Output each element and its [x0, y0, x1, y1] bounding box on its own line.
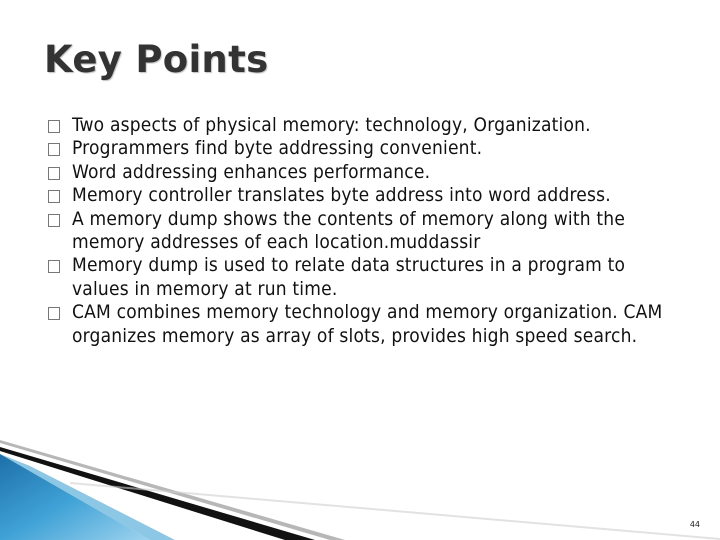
list-item-text: A memory dump shows the contents of memory along with the memory addresses of each location.muddassir [72, 207, 626, 254]
bullet-square-icon [48, 167, 60, 180]
list-item [48, 114, 668, 137]
list-item [48, 301, 668, 348]
list-item [48, 161, 668, 184]
bullet-square-icon [48, 120, 60, 133]
bullet-square-icon [48, 260, 60, 273]
swoosh-fade-stroke [70, 482, 720, 540]
bullet-list [48, 114, 668, 348]
list-item [48, 184, 668, 207]
list-item-text: Memory controller translates byte address into word address. [72, 184, 611, 207]
bullet-square-icon [48, 143, 60, 156]
list-item-text: Memory dump is used to relate data structures in a program to values in memory at run time. [72, 254, 626, 300]
bullet-square-icon [48, 214, 60, 227]
slide-title: Key Points [44, 38, 269, 81]
list-item-text: Word addressing enhances performance. [72, 160, 431, 183]
decorative-swoosh [0, 440, 720, 540]
page-number: 44 [689, 520, 700, 529]
list-item [48, 137, 668, 160]
list-item [48, 208, 668, 255]
list-item-text: Two aspects of physical memory: technology, Organization. [72, 114, 591, 136]
bullet-square-icon [48, 190, 60, 203]
list-item [48, 254, 668, 301]
list-item-text: CAM combines memory technology and memory organization. CAM organizes memory as array of slots, provides high speed search. [72, 301, 663, 347]
list-item-text: Programmers find byte addressing convenient. [72, 137, 483, 160]
bullet-square-icon [48, 307, 60, 320]
